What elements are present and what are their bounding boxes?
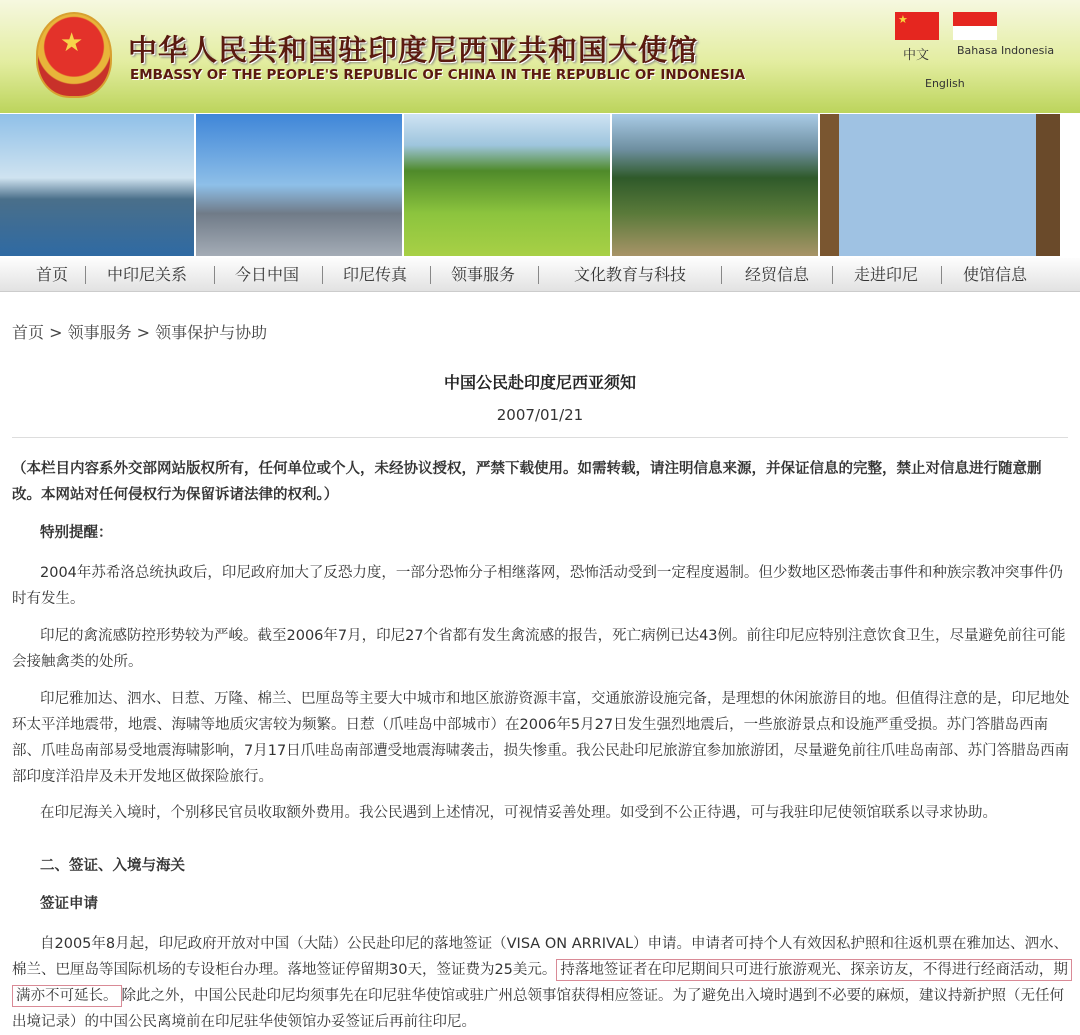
china-flag-icon[interactable] [895,12,939,40]
nav-divider [941,266,942,284]
paragraph-bird-flu: 印尼的禽流感防控形势较为严峻。截至2006年7月，印尼27个省都有发生禽流感的报告，死亡病例已达43例。前往印尼应特别注意饮食卫生，尽量避免前往可能会接触禽类的处所。 [12,628,1066,670]
great-wall-photo [612,114,818,256]
nav-divider [721,266,722,284]
nav-trade-economy[interactable]: 经贸信息 [744,265,809,284]
breadcrumb[interactable]: 首页 > 领事服务 > 领事保护与协助 [12,323,268,342]
nav-divider [832,266,833,284]
nav-divider [322,266,323,284]
paragraph-terrorism: 2004年苏希洛总统执政后，印尼政府加大了反恐力度，一部分恐怖分子相继落网，恐怖活动受到一定程度遏制。但少数地区恐怖袭击事件和种族宗教冲突事件仍时有发生。 [12,565,1063,607]
national-emblem-logo: ★ [36,12,112,98]
nav-embassy-info[interactable]: 使馆信息 [962,265,1027,284]
article-title: 中国公民赴印度尼西亚须知 [443,373,636,392]
divider [12,437,1068,438]
temple-lake-photo [0,114,194,256]
main-nav [0,258,1080,292]
rice-terrace-photo [404,114,610,256]
copyright-notice: （本栏目内容系外交部网站版权所有，任何单位或个人，未经协议授权，严禁下载使用。如需转载，请注明信息来源，并保证信息的完整，禁止对信息进行随意删改。本网站对任何侵权行为保留诉诸法律的权利。） [12,461,1042,503]
section-heading: 二、签证、入境与海关 [40,858,185,874]
reminder-heading: 特别提醒： [40,525,113,541]
visa-highlighted-text: 持落地签证者在印尼期间只可进行旅游观光、探亲访友，不得进行经商活动，期满亦不可延长。 [12,959,1072,1007]
paragraph-visa [12,931,1070,1035]
photo-banner [0,114,1080,256]
nav-divider [85,266,86,284]
sub-heading-visa: 签证申请 [40,896,98,912]
paragraph-customs: 在印尼海关入境时，个别移民官员收取额外费用。我公民遇到上述情况，可视情妥善处理。如受到不公正待遇，可与我驻印尼使领馆联系以寻求协助。 [40,805,997,821]
nav-culture-education-tech[interactable]: 文化教育与科技 [573,265,686,284]
temple-of-heaven-photo [196,114,402,256]
nav-indonesia-news[interactable]: 印尼传真 [342,265,407,284]
site-title-en: EMBASSY OF THE PEOPLE'S REPUBLIC OF CHINA IN THE REPUBLIC OF INDONESIA [130,67,746,83]
lang-indonesian-link[interactable]: Bahasa Indonesia [957,44,1055,57]
pier-photo [820,114,1060,256]
nav-divider [430,266,431,284]
article-date: 2007/01/21 [496,406,584,424]
nav-home[interactable]: 首页 [35,265,68,284]
nav-china-indonesia-relations[interactable]: 中印尼关系 [106,265,187,284]
nav-consular-services[interactable]: 领事服务 [450,265,515,284]
nav-divider [538,266,539,284]
nav-discover-indonesia[interactable]: 走进印尼 [853,265,918,284]
nav-china-today[interactable]: 今日中国 [234,265,299,284]
lang-english-link[interactable]: English [925,77,965,90]
paragraph-earthquake: 印尼雅加达、泗水、日惹、万隆、棉兰、巴厘岛等主要大中城市和地区旅游资源丰富，交通旅游设施完备，是理想的休闲旅游目的地。但值得注意的是，印尼地处环太平洋地震带，地震、海啸等地质灾害较为频繁。日惹（爪哇岛中部城市）在2006年5月27日发生强烈地震后，一些旅游景点和设施严重受损。苏门答腊岛西南部、爪哇岛南部易受地震海啸影响，7月17日爪哇岛南部遭受地震海啸袭击，损失惨重。我公民赴印尼旅游宜参加旅游团，尽量避免前往爪哇岛南部、苏门答腊岛西南部印度洋沿岸及未开发地区做探险旅行。 [12,691,1070,785]
lang-chinese-link[interactable]: 中文 [903,48,930,63]
visa-text-rest: 除此之外，中国公民赴印尼均须事先在印尼驻华使馆或驻广州总领事馆获得相应签证。为了避免出入境时遇到不必要的麻烦，建议持新护照（无任何出境记录）的中国公民离境前在印尼驻华使领馆办妥签证后再前往印尼。 [12,988,1064,1030]
nav-divider [214,266,215,284]
visa-text-intro: 自2005年8月起，印尼政府开放对中国（大陆）公民赴印尼的落地签证（VISA ON ARRIVAL）申请。申请者可持个人有效因私护照和往返机票在雅加达、泗水、棉兰、巴厘岛等国际机场的专设柜台办理。落地签证停留期30天，签证费为25美元。 [12,936,1069,978]
site-title-cn: 中华人民共和国驻印度尼西亚共和国大使馆 [128,33,699,67]
site-header [0,0,1080,113]
indonesia-flag-icon[interactable] [953,12,997,40]
